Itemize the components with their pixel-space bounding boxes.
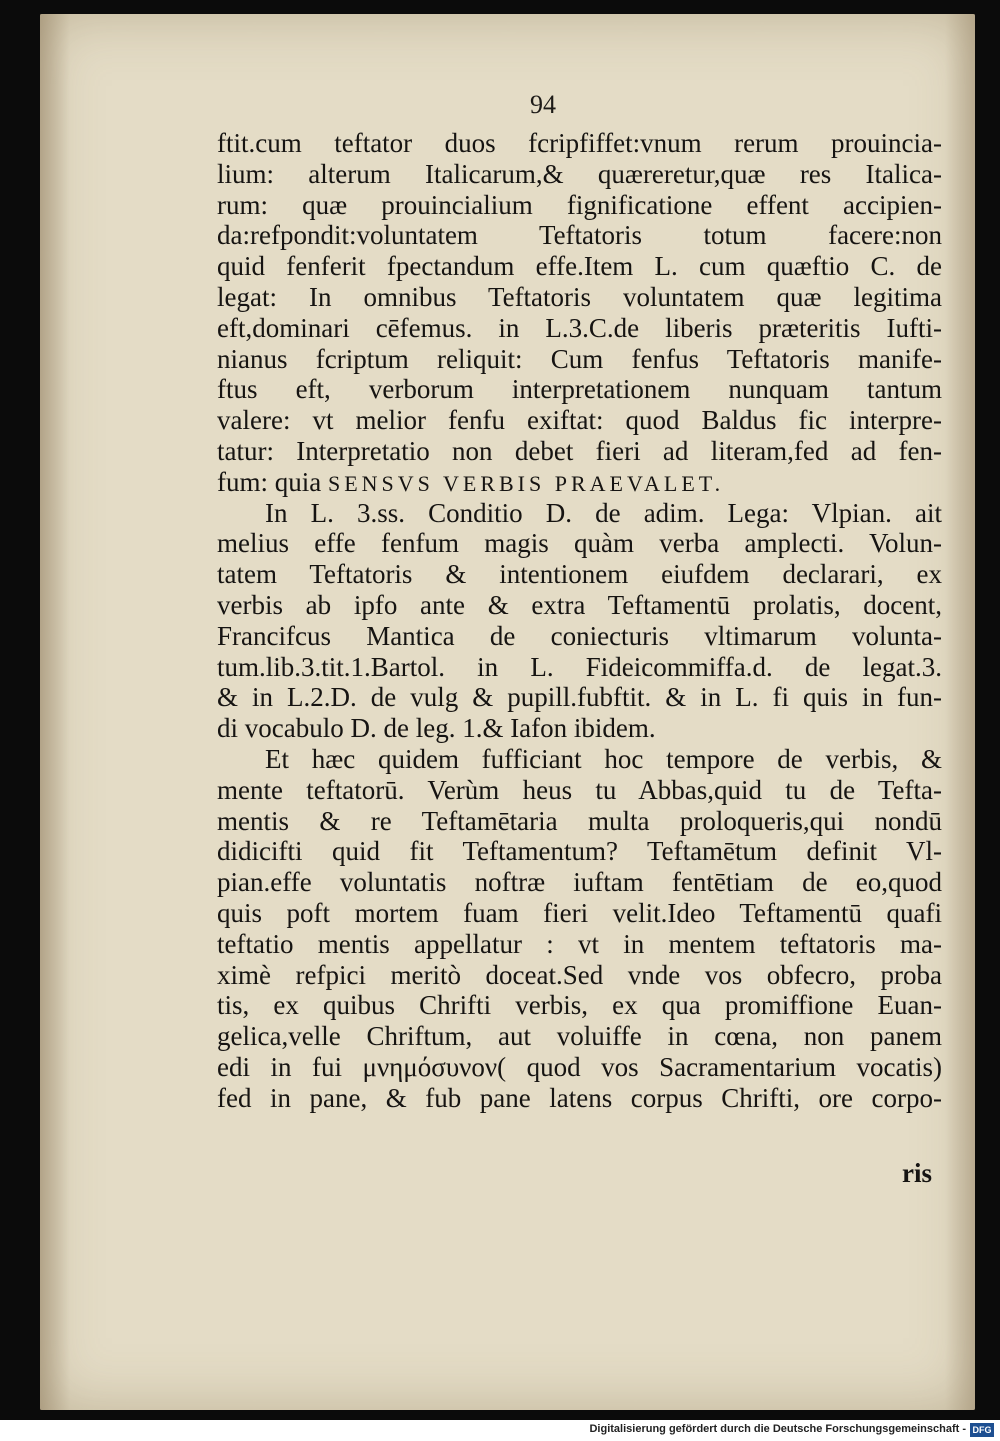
text-line: fed in pane, & fub pane latens corpus Chrifti, ore corpo- [217, 1082, 942, 1113]
page-shadow-right [945, 14, 975, 1410]
text-line: mente teftatorū. Verùm heus tu Abbas,quid tu de Tefta- [217, 774, 942, 805]
text-line: ftus eft, verborum interpretationem nunquam tantum [217, 374, 942, 405]
text-line: gelica,velle Chriftum, aut voluiffe in cœna, non panem [217, 1021, 942, 1052]
catchword: ris [902, 1158, 932, 1188]
text-line: quid fenferit fpectandum effe.Item L. cum quæftio C. de [217, 251, 942, 282]
text-line: Francifcus Mantica de coniecturis vltimarum volunta- [217, 620, 942, 651]
text-line: & in L.2.D. de vulg & pupill.fubftit. & in L. fi quis in fun- [217, 682, 942, 713]
text-line: valere: vt melior fenfu exiftat: quod Baldus fic interpre- [217, 405, 942, 436]
text-line: In L. 3.ss. Conditio D. de adim. Lega: Vlpian. ait [265, 497, 942, 528]
text-line [217, 467, 942, 498]
text-line: tatem Teftatoris & intentionem eiufdem declarari, ex [217, 559, 942, 590]
text-line: pian.effe voluntatis noftræ iuftam fentētiam de eo,quod [217, 867, 942, 898]
page-number: 94 [530, 90, 556, 119]
text-line: verbis ab ipfo ante & extra Teftamentū prolatis, docent, [217, 589, 942, 620]
text-line: quis poft mortem fuam fieri velit.Ideo Teftamentū quafi [217, 897, 942, 928]
small-caps-phrase: SENSVS VERBIS PRAEVALET. [327, 470, 725, 496]
text-line-plain: fum: quia [217, 466, 328, 497]
text-line: edi in fui μνημόσυνον( quod vos Sacramentarium vocatis) [217, 1051, 942, 1082]
text-line: Et hæc quidem fufficiant hoc tempore de verbis, & [265, 743, 942, 774]
text-line: ftit.cum teftator duos fcripfiffet:vnum rerum prouincia- [217, 128, 942, 158]
text-line: melius effe fenfum magis quàm verba amplecti. Volun- [217, 528, 942, 559]
footer-credit: Digitalisierung gefördert durch die Deutsche Forschungsgemeinschaft - [589, 1423, 966, 1435]
text-line: eft,dominari cēfemus. in L.3.C.de liberis præteritis Iufti- [217, 312, 942, 343]
text-line: rum: quæ prouincialium fignificatione effent accipien- [217, 189, 942, 220]
body-text [217, 128, 942, 1114]
text-line: da:refpondit:voluntatem Teftatoris totum facere:non [217, 220, 942, 251]
text-line: legat: In omnibus Teftatoris voluntatem quæ legitima [217, 281, 942, 312]
text-line: lium: alterum Italicarum,& quæreretur,quæ res Italica- [217, 158, 942, 189]
text-line: ximè refpici meritò doceat.Sed vnde vos obfecro, proba [217, 959, 942, 990]
text-line: teftatio mentis appellatur : vt in mentem teftatoris ma- [217, 928, 942, 959]
dfg-logo: DFG [970, 1423, 994, 1437]
text-line: tatur: Interpretatio non debet fieri ad literam,fed ad fen- [217, 435, 942, 466]
text-line: tis, ex quibus Chrifti verbis, ex qua promiffione Euan- [217, 990, 942, 1021]
text-line: mentis & re Teftamētaria multa proloqueris,qui nondū [217, 805, 942, 836]
text-line: didicifti quid fit Teftamentum? Teftamētum definit Vl- [217, 836, 942, 867]
footer-bar [0, 1420, 1000, 1441]
text-line: tum.lib.3.tit.1.Bartol. in L. Fideicommiffa.d. de legat.3. [217, 651, 942, 682]
text-line: di vocabulo D. de leg. 1.& Iafon ibidem. [217, 713, 656, 744]
text-line: nianus fcriptum reliquit: Cum fenfus Teftatoris manife- [217, 343, 942, 374]
page-shadow-left [40, 14, 70, 1410]
